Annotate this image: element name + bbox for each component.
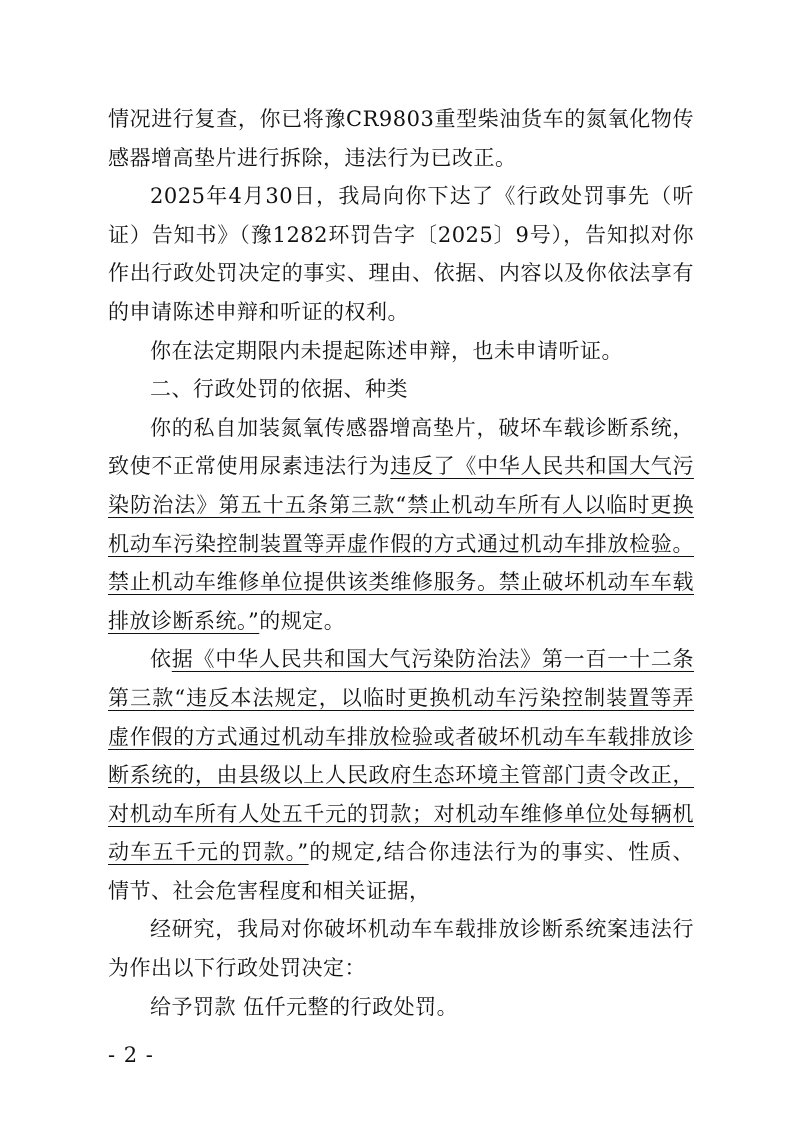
violation-text-end: 的规定。 <box>259 608 346 633</box>
paragraph-decision-intro: 经研究，我局对你破坏机动车车载排放诊断系统案违法行为作出以下行政处罚决定： <box>108 917 694 981</box>
paragraph-violation-law <box>108 409 694 641</box>
document-body <box>108 100 694 1026</box>
section-heading-basis-and-type: 二、行政处罚的依据、种类 <box>150 377 408 402</box>
law-citation-article-55: 违反了《中华人民共和国大气污染防治法》第五十五条第三款“禁止机动车所有人以临时更换机动车污染控制装置等弄虚作假的方式通过机动车排放检验。禁止机动车维修单位提供该类维修服务。禁止破坏机动车车载排放诊断系统。” <box>108 454 694 633</box>
page-number: - 2 - <box>108 1043 154 1067</box>
penalty-basis-start: 依 <box>150 647 172 672</box>
paragraph-hearing-notice: 2025年4月30日，我局向你下达了《行政处罚事先（听证）告知书》（豫1282环罚告字〔2025〕9号），告知拟对你作出行政处罚决定的事实、理由、依据、内容以及你依法享有的申请陈述申辩和听证的权利。 <box>108 184 694 324</box>
paragraph-penalty-decision: 给予罚款 伍仟元整的行政处罚。 <box>150 994 459 1019</box>
paragraph-review-result: 情况进行复查，你已将豫CR9803重型柴油货车的氮氧化物传感器增高垫片进行拆除，违法行为已改正。 <box>108 107 694 170</box>
paragraph-no-hearing: 你在法定期限内未提起陈述申辩，也未申请听证。 <box>150 338 623 363</box>
penalty-basis-end: 的规定,结合你违法行为的事实、性质、情节、社会危害程度和相关证据， <box>108 840 694 903</box>
violation-text: 你的私自加装氮氧传感器增高垫片，破坏车载诊断系统，致使不正常使用尿素违法行为 <box>108 415 694 479</box>
law-citation-article-112: 据《中华人民共和国大气污染防治法》第一百一十二条第三款“违反本法规定，以临时更换机动车污染控制装置等弄虚作假的方式通过机动车排放检验或者破坏机动车车载排放诊断系统的，由县级以上人民政府生态环境主管部门责令改正，对机动车所有人处五千元的罚款；对机动车维修单位处每辆机动车五千元的罚款。” <box>108 647 695 865</box>
paragraph-penalty-basis <box>108 640 694 910</box>
